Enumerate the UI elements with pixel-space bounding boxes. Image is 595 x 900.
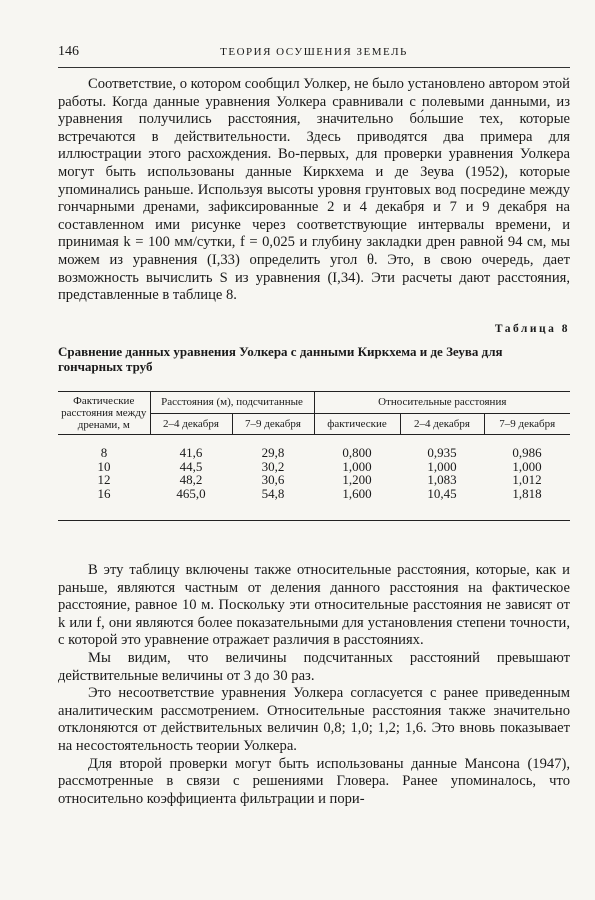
table-cell: 1,012: [512, 472, 542, 487]
table-cell: 44,5: [179, 458, 203, 474]
table-cell: 8: [100, 445, 108, 460]
table-cell: 0,800: [342, 445, 372, 460]
page-header: [58, 44, 570, 64]
table-cell: 54,8: [232, 487, 314, 521]
subheader: 7–9 декабря: [232, 413, 314, 435]
running-head: ТЕОРИЯ ОСУШЕНИЯ ЗЕМЕЛЬ: [220, 46, 408, 58]
table-cell: 0,986: [512, 445, 542, 460]
table-row: [58, 473, 570, 487]
page-number: 146: [58, 44, 79, 59]
header-rule: [58, 67, 570, 68]
table-row: [58, 460, 570, 474]
table-cell: 1,083: [427, 472, 457, 487]
table-cell: 16: [58, 487, 150, 521]
paragraph: Это несоответствие уравнения Уолкера согласуется с ранее приведенным аналитическим рассмотрением. Относительные расстояния также значительно отклоняются от действительных величин 0,8; 1,0; 1,2; 1,6. Это вновь показывает на несостоятельность теории Уолкера.: [58, 685, 570, 754]
table-cell: 1,000: [512, 458, 542, 474]
table-label: Таблица 8: [494, 323, 570, 335]
table-cell: 10: [97, 458, 111, 474]
body-text-top: [58, 76, 570, 305]
paragraph: Для второй проверки могут быть использованы данные Мансона (1947), рассмотренные в связи с решениями Гловера. Ранее упоминалось, что относительно коэффициента фильтрации и пори-: [58, 755, 570, 807]
table-cell: 29,8: [261, 445, 285, 460]
table-cell: 12: [97, 472, 111, 487]
table-cell: 1,818: [484, 487, 570, 521]
table-cell: 48,2: [179, 472, 203, 487]
table-row: [58, 487, 570, 521]
header-calculated-distances: Расстояния (м), подсчитанные: [150, 392, 314, 414]
header-actual-distance: Фактические расстояния между дренами, м: [58, 392, 150, 435]
table-cell: 0,935: [427, 445, 457, 460]
table-cell: 1,000: [427, 458, 457, 474]
paragraph: Мы видим, что величины подсчитанных расстояний превышают действительные величины от 3 до 30 раз.: [58, 649, 570, 684]
table-cell: 1,000: [342, 458, 372, 474]
paragraph: В эту таблицу включены также относительные расстояния, которые, как и раньше, являются частным от деления данного расстояния на фактическое расстояние, равное 10 м. Поскольку эти относительные расстояния не зависят от k или f, они являются более показательными для установления степени точности, с которой это уравнение отражает различия в расстояниях.: [58, 562, 570, 649]
table-row: [58, 435, 570, 460]
table-cell: 30,2: [261, 458, 285, 474]
subheader: 2–4 декабря: [150, 413, 232, 435]
table-cell: 1,200: [342, 472, 372, 487]
header-relative-distances: Относительные расстояния: [314, 392, 570, 414]
paragraph: Соответствие, о котором сообщил Уолкер, не было установлено автором этой работы. Когда данные уравнения Уолкера сравнивали с полевыми данными, из уравнения получились расстояния, значительно бо́льшие тех, которые встречаются в действительности. Здесь приводятся два примера для иллюстрации этого расхождения. Во-первых, для проверки уравнения Уолкера могут быть использованы данные Киркхема и де Зеува (1952), которые упоминались раньше. Используя высоты уровня грунтовых вод посредине между гончарными дренами, зафиксированные 2 и 4 декабря и 7 и 9 декабря на составленном ими рисунке через соответствующие интервалы времени, и принимая k = 100 мм/сутки, f = 0,025 и глубину закладки дрен равной 94 см, мы можем из уравнения (I,33) определить угол θ. Это, в свою очередь, дает возможность вычислить S из уравнения (I,34). Эти расчеты дают расстояния, представленные в таблице 8.: [58, 76, 570, 304]
table-cell: 30,6: [261, 472, 285, 487]
subheader: 2–4 декабря: [400, 413, 484, 435]
body-text-bottom: [58, 562, 570, 808]
subheader: 7–9 декабря: [484, 413, 570, 435]
table-cell: 1,600: [314, 487, 400, 521]
table-cell: 465,0: [150, 487, 232, 521]
subheader: фактические: [314, 413, 400, 435]
data-table: [58, 391, 570, 521]
table-cell: 10,45: [400, 487, 484, 521]
table-caption: Сравнение данных уравнения Уолкера с данными Киркхема и де Зеува для гончарных труб: [58, 344, 503, 374]
table-cell: 41,6: [179, 445, 203, 460]
